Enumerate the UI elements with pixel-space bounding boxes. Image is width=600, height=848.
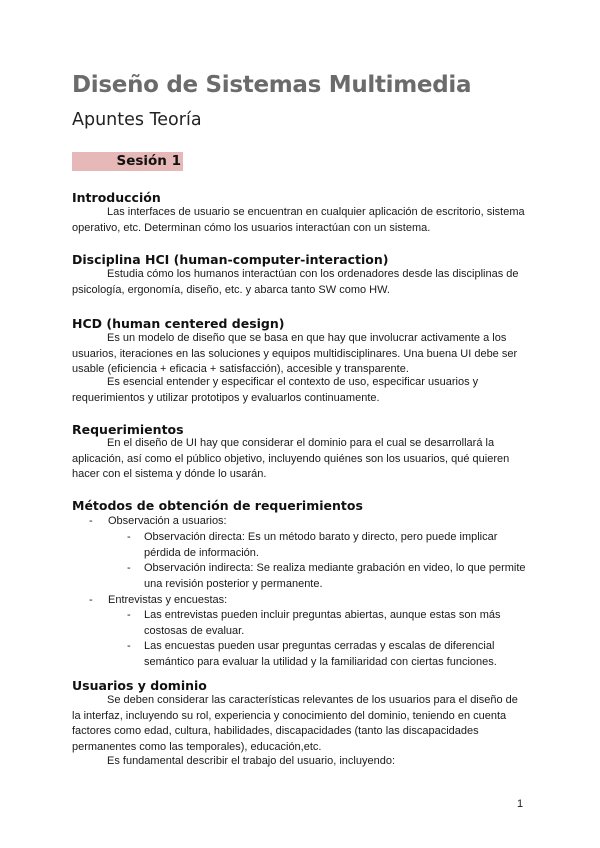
heading-hcd: HCD (human centered design)	[72, 316, 285, 331]
sub-item-encuestas: Las encuestas pueden usar preguntas cerradas y escalas de diferencial semántico para evaluar la utilidad y la familiaridad con ciertas funciones.	[144, 640, 497, 668]
paragraph-hcd-2: Es esencial entender y especificar el contexto de uso, especificar usuarios y requerimientos y utilizar prototipos y evaluarlos continuamente.	[72, 376, 479, 404]
sub-item-observacion-indirecta: Observación indirecta: Se realiza mediante grabación en video, lo que permite una revisión posterior y permanente.	[144, 562, 526, 590]
session-banner	[72, 152, 183, 171]
heading-hci: Disciplina HCI (human-computer-interaction)	[72, 252, 389, 267]
session-label: Sesión 1	[116, 153, 181, 169]
paragraph-usuarios-1: Se deben considerar las características relevantes de los usuarios para el diseño de la interfaz, incluyendo su rol, experiencia y conocimiento del dominio, teniendo en cuenta factores como edad, cultura, habilidades, discapacidades (tanto las discapacidades permanentes como las temporales), educación,etc.	[72, 694, 518, 753]
list-item-entrevistas: Entrevistas y encuestas:	[108, 594, 228, 606]
document-subtitle: Apuntes Teoría	[72, 110, 202, 130]
sub-bullet-dash: -	[127, 562, 131, 574]
sub-bullet-dash: -	[127, 531, 131, 543]
paragraph-introduccion: Las interfaces de usuario se encuentran en cualquier aplicación de escritorio, sistema operativo, etc. Determinan cómo los usuarios interactúan con un sistema.	[72, 206, 525, 234]
sub-bullet-dash: -	[127, 609, 131, 621]
page-number: 1	[517, 798, 524, 810]
bullet-dash: -	[89, 594, 93, 606]
heading-introduccion: Introducción	[72, 190, 161, 205]
list-item-observacion: Observación a usuarios:	[108, 515, 227, 527]
paragraph-hcd-1: Es un modelo de diseño que se basa en que hay que involucrar activamente a los usuarios, iteraciones en las soluciones y equipos multidisciplinares. Una buena UI debe ser usable (eficiencia + eficacia + satisfacción), accesible y transparente.	[72, 332, 518, 376]
paragraph-usuarios-2: Es fundamental describir el trabajo del usuario, incluyendo:	[107, 755, 395, 767]
sub-item-observacion-directa: Observación directa: Es un método barato y directo, pero puede implicar pérdida de información.	[144, 531, 498, 559]
paragraph-hci: Estudia cómo los humanos interactúan con los ordenadores desde las disciplinas de psicología, ergonomía, diseño, etc. y abarca tanto SW como HW.	[72, 268, 519, 296]
sub-item-entrevistas: Las entrevistas pueden incluir preguntas abiertas, aunque estas son más costosas de evaluar.	[144, 609, 501, 637]
heading-requerimientos: Requerimientos	[72, 422, 184, 437]
document-title: Diseño de Sistemas Multimedia	[72, 72, 472, 98]
bullet-dash: -	[89, 515, 93, 527]
heading-usuarios: Usuarios y dominio	[72, 678, 207, 693]
sub-bullet-dash: -	[127, 640, 131, 652]
paragraph-requerimientos: En el diseño de UI hay que considerar el dominio para el cual se desarrollará la aplicación, así como el público objetivo, incluyendo quiénes son los usuarios, qué quieren hacer con el sistema y dónde lo usarán.	[72, 437, 510, 481]
heading-metodos: Métodos de obtención de requerimientos	[72, 498, 363, 513]
